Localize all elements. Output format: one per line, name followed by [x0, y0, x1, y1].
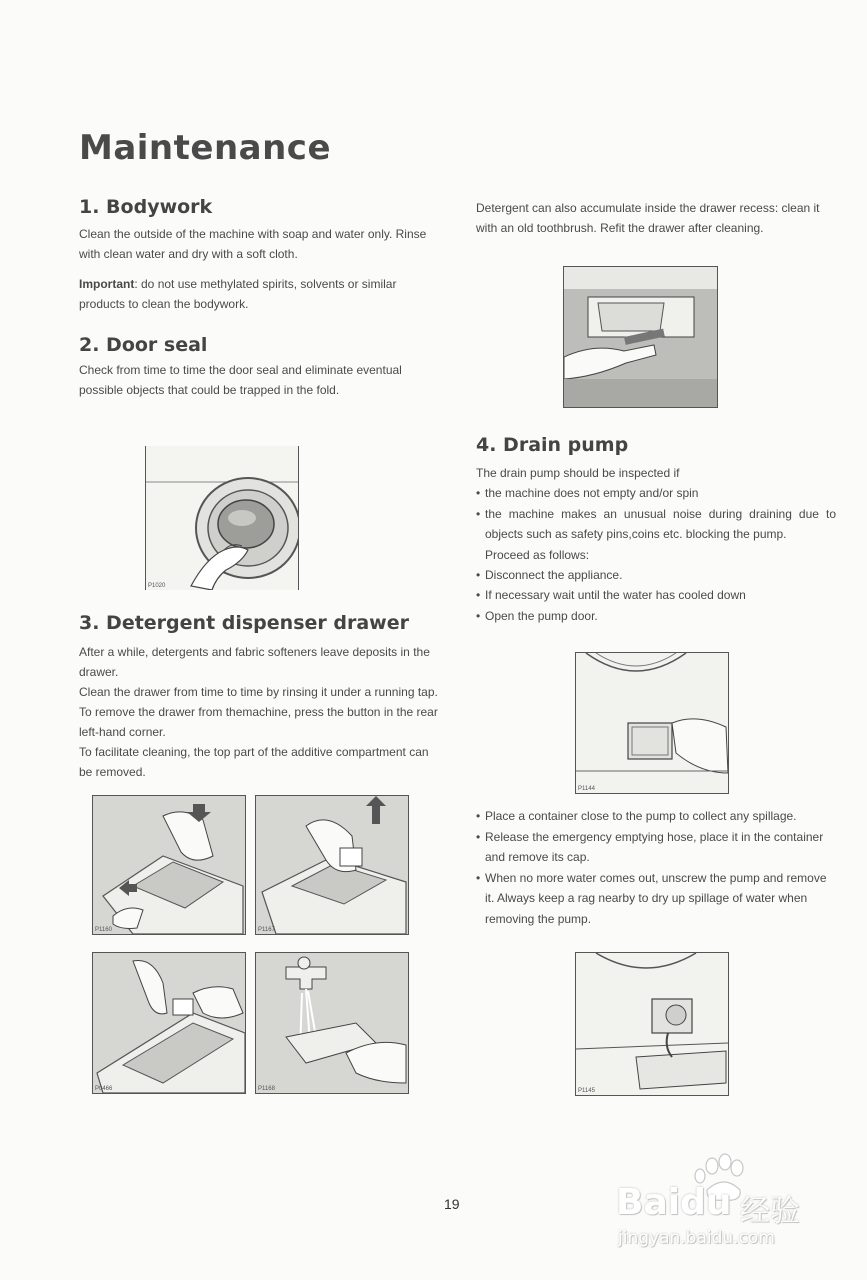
drawer-figure-3 — [92, 952, 246, 1094]
pump-container-figure — [575, 952, 729, 1096]
watermark-brand: Baidu — [616, 1182, 732, 1223]
drain-pump-section — [476, 434, 836, 626]
drain-pump-heading: 4. Drain pump — [476, 434, 629, 456]
bodywork-text: Clean the outside of the machine with soap and water only. Rinse with clean water and dry with a soft cloth. — [79, 227, 427, 261]
door-seal-heading: 2. Door seal — [79, 334, 208, 356]
figure-code: P1167 — [258, 927, 275, 933]
bodywork-important — [79, 274, 441, 314]
figure-code: P1160 — [95, 927, 112, 933]
drawer-figure-4 — [255, 952, 409, 1094]
right-column-top — [476, 198, 836, 238]
toothbrush-figure — [563, 266, 718, 408]
dispenser-cont-text: Detergent can also accumulate inside the drawer recess: clean it with an old toothbrush. Refit the drawer after cleaning. — [476, 201, 820, 235]
bodywork-heading: 1. Bodywork — [79, 196, 213, 218]
figure-code: P1145 — [578, 1088, 595, 1094]
page-title: Maintenance — [79, 128, 332, 168]
dispenser-p2: Clean the drawer from time to time by rinsing it under a running tap. To remove the drawer from themachine, press the button in the rear left-hand corner. — [79, 685, 438, 739]
watermark-url: jingyan.baidu.com — [618, 1228, 775, 1248]
dispenser-heading: 3. Detergent dispenser drawer — [79, 612, 409, 634]
door-seal-figure — [145, 446, 299, 590]
pump-door-figure — [575, 652, 729, 794]
list-item: • Disconnect the appliance. — [476, 565, 836, 586]
door-seal-text: Check from time to time the door seal and eliminate eventual possible objects that could be trapped in the fold. — [79, 363, 402, 397]
important-text: : do not use methylated spirits, solvents or similar products to clean the bodywork. — [79, 277, 397, 311]
page-number: 19 — [444, 1196, 460, 1212]
baidu-watermark — [612, 1152, 822, 1252]
list-item: • the machine makes an unusual noise during draining due to objects such as safety pins,coins etc. blocking the pump. — [476, 504, 836, 545]
drain-pump-steps-b — [476, 806, 836, 929]
dispenser-p1: After a while, detergents and fabric softeners leave deposits in the drawer. — [79, 645, 430, 679]
drain-pump-steps-b-section — [476, 806, 836, 929]
figure-code: P0466 — [95, 1086, 113, 1092]
dispenser-p3: To facilitate cleaning, the top part of the additive compartment can be removed. — [79, 745, 429, 779]
dispenser-section — [79, 612, 441, 782]
drain-pump-intro: The drain pump should be inspected if — [476, 466, 680, 480]
drawer-figure-1 — [92, 795, 246, 935]
list-item: • Release the emergency emptying hose, place it in the container and remove its cap. — [476, 827, 836, 868]
list-item: • Place a container close to the pump to collect any spillage. — [476, 806, 836, 827]
left-column — [79, 196, 441, 400]
important-label: Important — [79, 277, 135, 291]
figure-code: P1168 — [258, 1086, 275, 1092]
drain-pump-conditions — [476, 483, 836, 545]
list-item: • Open the pump door. — [476, 606, 836, 627]
list-item: • If necessary wait until the water has cooled down — [476, 585, 836, 606]
list-item: • When no more water comes out, unscrew the pump and remove it. Always keep a rag nearby to dry up spillage of water when removing the pump. — [476, 868, 836, 930]
drain-pump-steps-a — [476, 565, 836, 627]
figure-code: P1144 — [578, 786, 595, 792]
watermark-brand-cn: 经验 — [740, 1194, 800, 1229]
figure-code: P1020 — [148, 583, 166, 589]
drawer-figure-2 — [255, 795, 409, 935]
proceed-text: Proceed as follows: — [485, 547, 590, 562]
list-item: • the machine does not empty and/or spin — [476, 483, 836, 504]
